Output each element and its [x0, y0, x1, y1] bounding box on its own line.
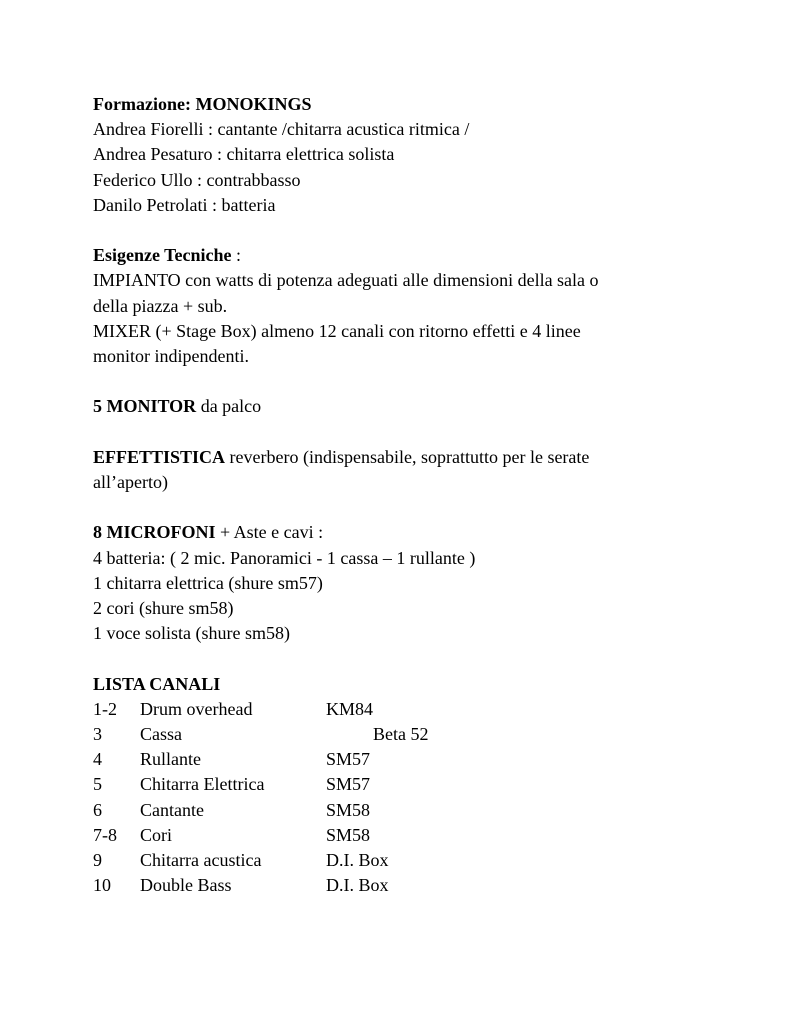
channel-list: [93, 697, 713, 899]
esigenze-line: della piazza + sub.: [93, 295, 228, 316]
esigenze-line: IMPIANTO con watts di potenza adeguati alle dimensioni della sala o: [93, 270, 599, 291]
esigenze-heading: Esigenze Tecniche :: [93, 245, 242, 266]
microfoni-line: 1 voce solista (shure sm58): [93, 623, 290, 644]
member-line: Danilo Petrolati : batteria: [93, 194, 276, 215]
microfoni-heading: 8 MICROFONI + Aste e cavi :: [93, 522, 324, 543]
effettistica-line-2: all’aperto): [93, 472, 168, 492]
channel-row: [93, 848, 713, 873]
channel-name: Cassa: [140, 723, 182, 744]
channel-mic: SM57: [326, 749, 371, 770]
document-page: [93, 92, 713, 898]
channel-row: [93, 873, 713, 898]
microfoni-line: 2 cori (shure sm58): [93, 598, 234, 618]
channel-mic: KM84: [326, 698, 374, 719]
channel-mic: D.I. Box: [326, 849, 389, 870]
channel-name: Chitarra acustica: [140, 849, 262, 870]
channel-number: 10: [93, 875, 111, 896]
channel-mic: SM58: [326, 824, 371, 845]
channel-name: Rullante: [140, 749, 201, 770]
member-line: Andrea Fiorelli : cantante /chitarra acustica ritmica /: [93, 119, 470, 140]
channel-number: 9: [93, 849, 102, 870]
channel-number: 5: [93, 774, 102, 795]
channel-mic: D.I. Box: [326, 875, 389, 896]
channel-number: 4: [93, 749, 102, 770]
channel-mic: SM57: [326, 774, 371, 795]
channel-row: [93, 722, 713, 747]
channel-number: 7-8: [93, 824, 117, 845]
effettistica-line: EFFETTISTICA reverbero (indispensabile, soprattutto per le serate: [93, 446, 590, 467]
channel-row: [93, 747, 713, 772]
formazione-heading: Formazione: MONOKINGS: [93, 94, 312, 114]
member-line: Federico Ullo : contrabbasso: [93, 169, 301, 190]
channel-name: Chitarra Elettrica: [140, 774, 265, 795]
microfoni-line: 4 batteria: ( 2 mic. Panoramici - 1 cassa – 1 rullante ): [93, 547, 476, 568]
channel-name: Cori: [140, 824, 173, 845]
channel-mic: Beta 52: [373, 723, 429, 744]
esigenze-line: MIXER (+ Stage Box) almeno 12 canali con ritorno effetti e 4 linee: [93, 320, 581, 341]
channel-number: 1-2: [93, 698, 117, 719]
channel-row: [93, 823, 713, 848]
channel-mic: SM58: [326, 799, 371, 820]
channel-name: Cantante: [140, 799, 204, 820]
channel-number: 3: [93, 723, 102, 744]
channel-number: 6: [93, 799, 102, 820]
esigenze-line: monitor indipendenti.: [93, 346, 249, 367]
canali-heading: LISTA CANALI: [93, 673, 221, 694]
channel-name: Drum overhead: [140, 698, 253, 719]
channel-row: [93, 772, 713, 797]
channel-name: Double Bass: [140, 875, 232, 896]
channel-row: [93, 798, 713, 823]
monitor-line: 5 MONITOR da palco: [93, 396, 262, 417]
microfoni-line: 1 chitarra elettrica (shure sm57): [93, 572, 323, 593]
member-line: Andrea Pesaturo : chitarra elettrica solista: [93, 144, 395, 165]
channel-row: [93, 697, 713, 722]
